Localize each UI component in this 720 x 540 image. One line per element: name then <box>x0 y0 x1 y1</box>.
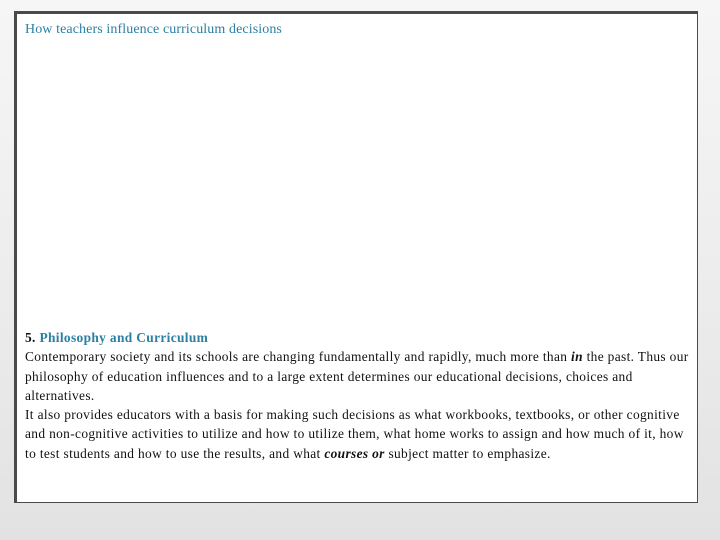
slide <box>17 14 697 502</box>
slide-body <box>25 328 689 463</box>
paragraph-2-part-2: subject matter to emphasize. <box>384 445 551 461</box>
paragraph-2-emphasis: courses or <box>324 445 385 461</box>
section-title: Philosophy and Curriculum <box>39 330 209 345</box>
slide-title: How teachers influence curriculum decisions <box>25 22 282 37</box>
paragraph-1-emphasis: in <box>571 349 583 365</box>
paragraph-2-part-1: It also provides educators with a basis for making such decisions as what workbooks, textbooks, or other cognitive and non-cognitive activities to utilize and how to utilize them, what home works to assign and how much of it, how to test students and how to use the results, and what <box>25 407 684 461</box>
paragraph-1 <box>25 347 689 405</box>
section-number: 5. <box>25 330 36 345</box>
paragraph-1-part-1: Contemporary society and its schools are changing fundamentally and rapidly, much more than <box>25 349 571 365</box>
section-heading <box>25 328 689 347</box>
paragraph-1-part-2: the past. Thus our philosophy of education influences and to a large extent determines our educational decisions, choices and alternatives. <box>25 349 689 403</box>
paragraph-2 <box>25 405 689 463</box>
